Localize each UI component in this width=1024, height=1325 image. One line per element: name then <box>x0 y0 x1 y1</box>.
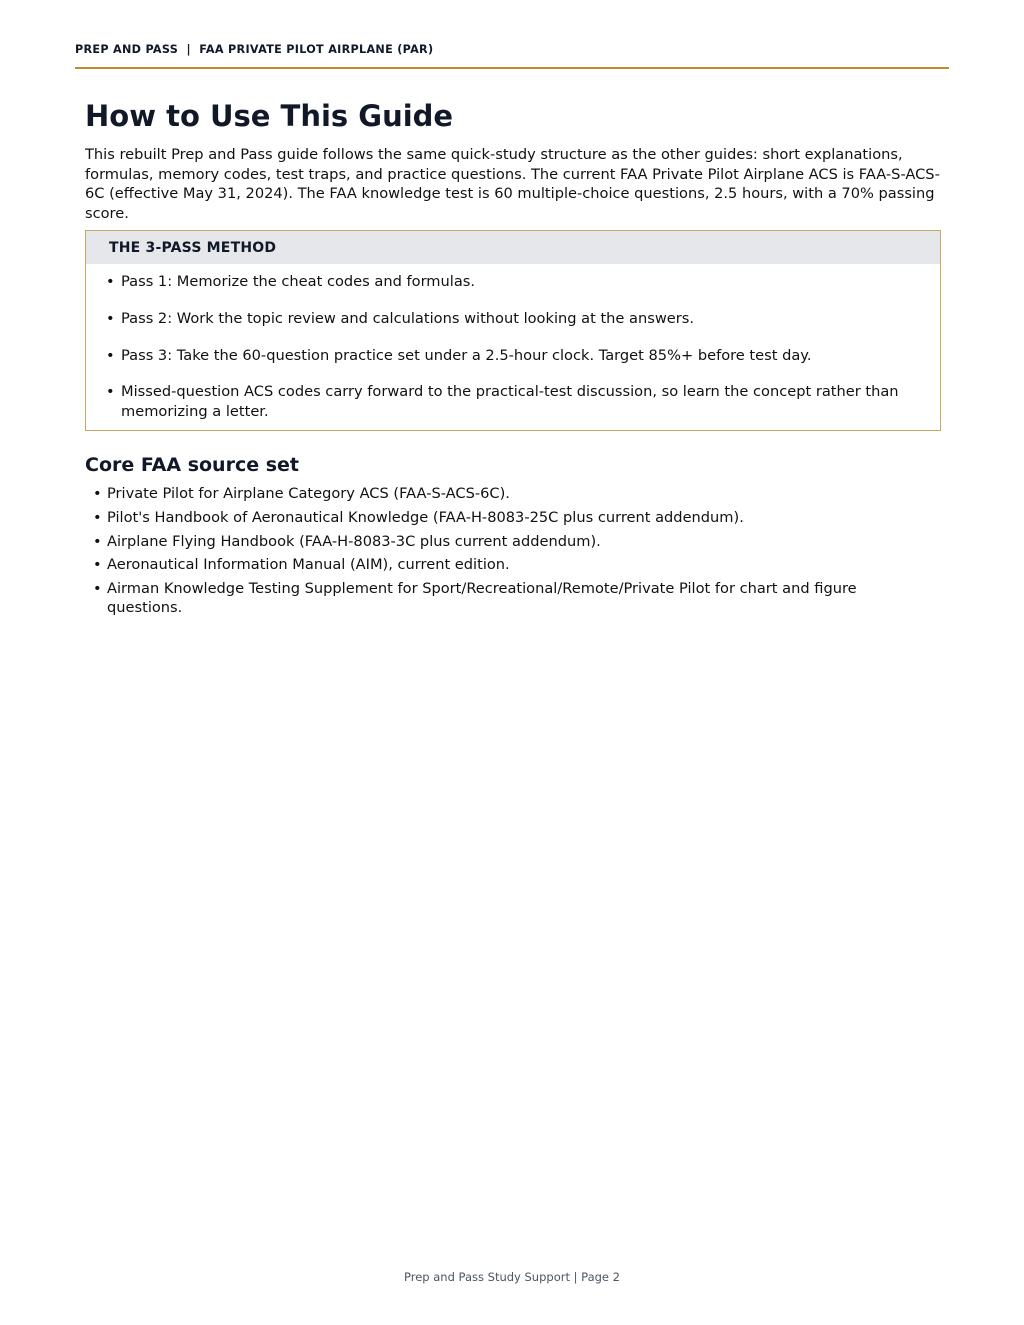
source-list-item <box>93 532 901 552</box>
running-header: PREP AND PASS | FAA PRIVATE PILOT AIRPLANE (PAR) <box>75 43 434 56</box>
pass-item <box>106 309 916 329</box>
pass-item-text: Missed-question ACS codes carry forward to the practical-test discussion, so learn the concept rather than memorizing a letter. <box>121 383 899 420</box>
source-item-text: Private Pilot for Airplane Category ACS (FAA-S-ACS-6C). <box>107 485 510 503</box>
callout-heading: THE 3-PASS METHOD <box>86 231 940 264</box>
callout-body <box>86 264 940 430</box>
pass-item <box>106 346 916 366</box>
source-list-item <box>93 579 901 618</box>
source-list <box>85 484 941 618</box>
pass-item-text: Pass 1: Memorize the cheat codes and formulas. <box>121 273 476 291</box>
page-footer: Prep and Pass Study Support | Page 2 <box>404 1270 620 1284</box>
source-list-item <box>93 508 901 528</box>
bullet-icon: • <box>106 383 115 401</box>
source-item-text: Airplane Flying Handbook (FAA-H-8083-3C plus current addendum). <box>107 532 601 550</box>
page-content <box>85 96 941 622</box>
three-pass-callout <box>85 230 941 431</box>
source-list-item <box>93 555 901 575</box>
source-list-item <box>93 484 901 504</box>
source-item-text: Airman Knowledge Testing Supplement for Sport/Recreational/Remote/Private Pilot for chart and figure questions. <box>107 579 857 617</box>
bullet-icon: • <box>106 346 115 364</box>
bullet-icon: • <box>93 556 102 574</box>
bullet-icon: • <box>93 508 102 526</box>
header-rule <box>75 67 949 69</box>
page-title: How to Use This Guide <box>85 99 454 133</box>
bullet-icon: • <box>106 273 115 291</box>
pass-item <box>106 382 916 421</box>
pass-item-text: Pass 3: Take the 60-question practice set under a 2.5-hour clock. Target 85%+ before test day. <box>121 346 812 364</box>
section-heading-sources: Core FAA source set <box>85 454 299 477</box>
bullet-icon: • <box>93 532 102 550</box>
pass-item-text: Pass 2: Work the topic review and calculations without looking at the answers. <box>121 309 694 327</box>
bullet-icon: • <box>106 309 115 327</box>
pass-item <box>106 272 916 292</box>
source-item-text: Pilot's Handbook of Aeronautical Knowledge (FAA-H-8083-25C plus current addendum). <box>107 508 744 526</box>
intro-paragraph: This rebuilt Prep and Pass guide follows the same quick-study structure as the other guides: short explanations, formulas, memory codes, test traps, and practice questions. The current FAA Private Pilot Airplane ACS is FAA-S-ACS-6C (effective May 31, 2024). The FAA knowledge test is 60 multiple-choice questions, 2.5 hours, with a 70% passing score. <box>85 146 940 222</box>
bullet-icon: • <box>93 485 102 503</box>
source-item-text: Aeronautical Information Manual (AIM), current edition. <box>107 556 510 574</box>
bullet-icon: • <box>93 579 102 597</box>
